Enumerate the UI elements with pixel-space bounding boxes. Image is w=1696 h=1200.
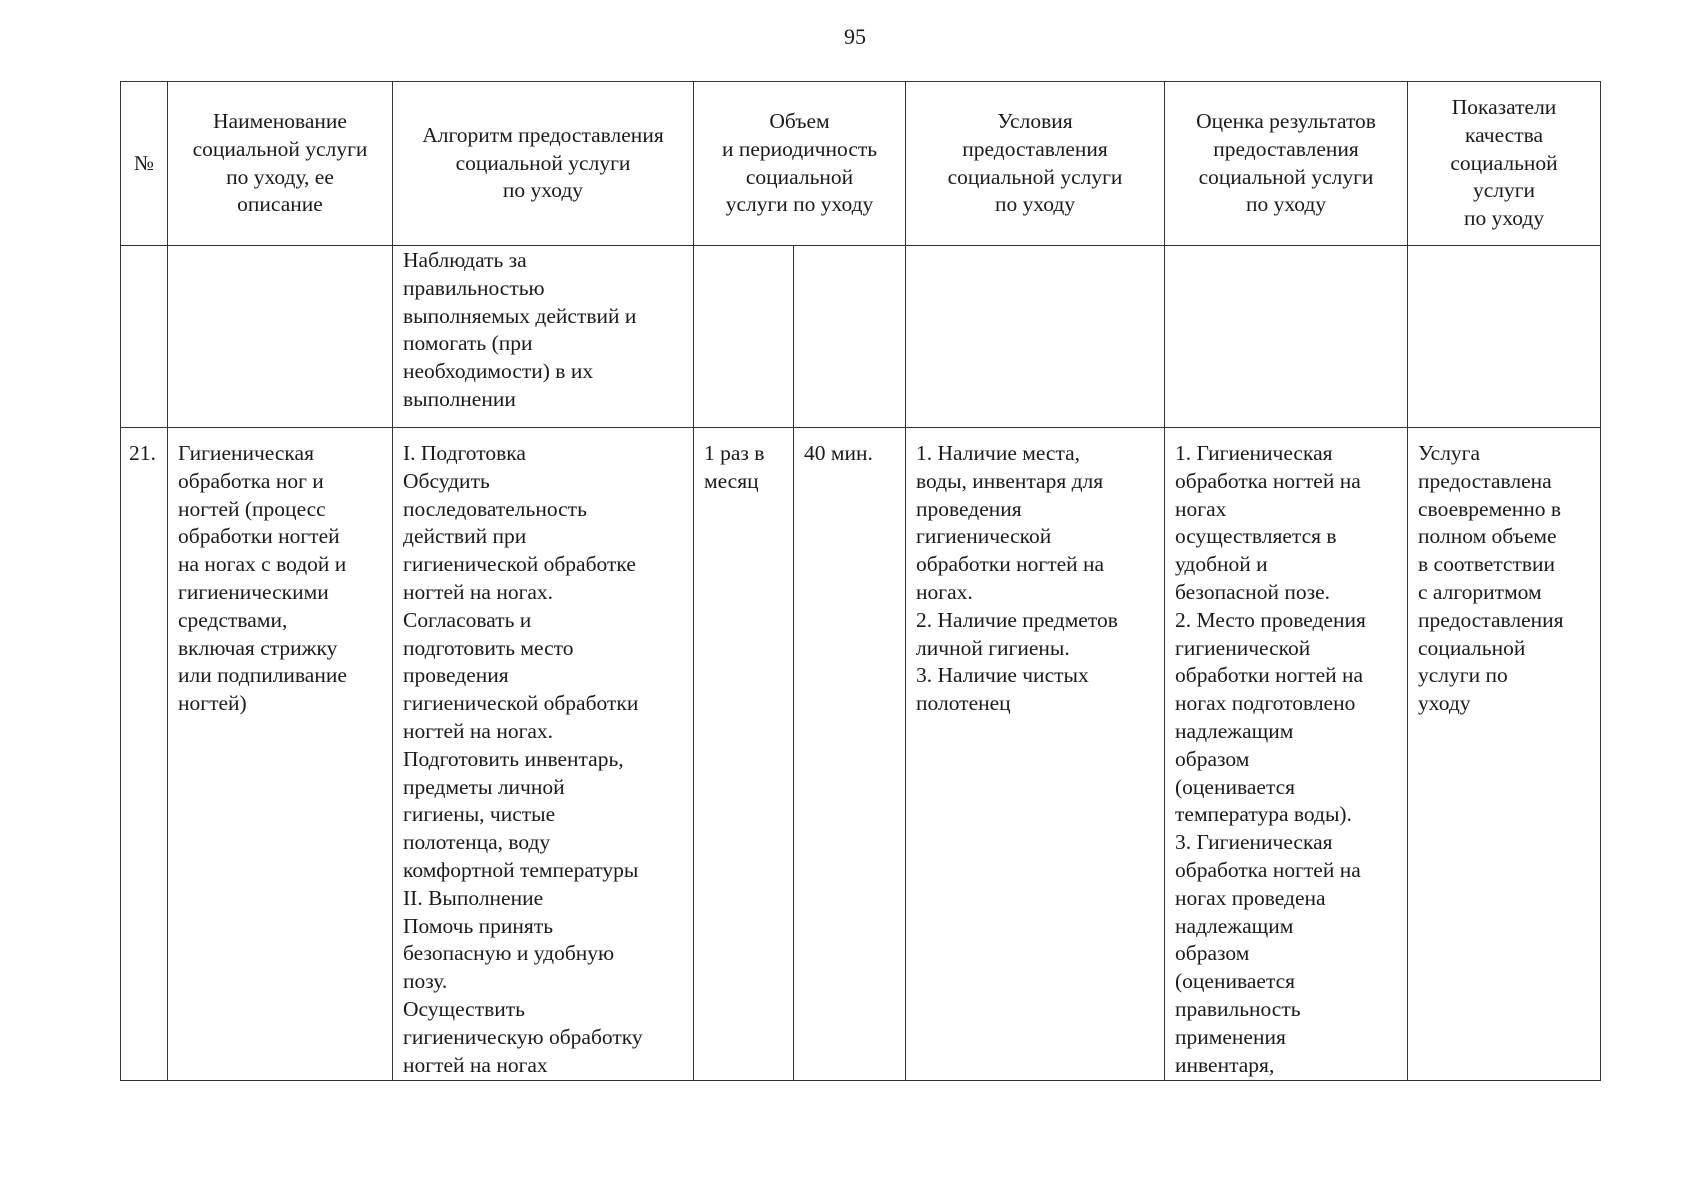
table-row-continuation (121, 246, 1601, 428)
cell-algorithm: I. Подготовка Обсудить последовательность действий при гигиенической обработке ногтей на ногах. Согласовать и подготовить место проведения гигиенической обработки ногтей на ногах. Подготовить инвентарь, предметы личной гигиены, чистые полотенца, воду комфортной температуры II. Выполнение Помочь принять безопасную и удобную позу. Осуществить гигиеническую обработку ногтей на ногах (393, 428, 694, 1081)
header-volume-frequency: Объем и периодичность социальной услуги по уходу (694, 82, 906, 246)
cell-evaluation (1165, 246, 1408, 428)
cell-quality (1408, 246, 1601, 428)
cell-service-name (168, 246, 393, 428)
header-evaluation: Оценка результатов предоставления социальной услуги по уходу (1165, 82, 1408, 246)
cell-frequency: 1 раз в месяц (694, 428, 794, 1081)
header-quality: Показатели качества социальной услуги по уходу (1408, 82, 1601, 246)
cell-conditions (906, 246, 1165, 428)
cell-evaluation: 1. Гигиеническая обработка ногтей на ногах осуществляется в удобной и безопасной позе. 2. Место проведения гигиенической обработки ногтей на ногах подготовлено надлежащим образом (оценивается температура воды). 3. Гигиеническая обработка ногтей на ногах проведена надлежащим образом (оценивается правильность применения инвентаря, (1165, 428, 1408, 1081)
services-table (120, 81, 1601, 1081)
header-number: № (121, 82, 168, 246)
cell-number (121, 246, 168, 428)
header-row (121, 82, 1601, 246)
cell-quality: Услуга предоставлена своевременно в полном объеме в соответствии с алгоритмом предоставления социальной услуги по уходу (1408, 428, 1601, 1081)
header-algorithm: Алгоритм предоставления социальной услуги по уходу (393, 82, 694, 246)
cell-conditions: 1. Наличие места, воды, инвентаря для проведения гигиенической обработки ногтей на ногах. 2. Наличие предметов личной гигиены. 3. Наличие чистых полотенец (906, 428, 1165, 1081)
cell-frequency (694, 246, 794, 428)
table-row-21 (121, 428, 1601, 1081)
cell-service-name: Гигиеническая обработка ног и ногтей (процесс обработки ногтей на ногах с водой и гигиеническими средствами, включая стрижку или подпиливание ногтей) (168, 428, 393, 1081)
header-conditions: Условия предоставления социальной услуги по уходу (906, 82, 1165, 246)
cell-duration: 40 мин. (794, 428, 906, 1081)
page-number: 95 (844, 24, 866, 49)
cell-algorithm: Наблюдать за правильностью выполняемых действий и помогать (при необходимости) в их выполнении (393, 246, 694, 428)
cell-number: 21. (121, 428, 168, 1081)
header-service-name: Наименование социальной услуги по уходу, ее описание (168, 82, 393, 246)
cell-duration (794, 246, 906, 428)
